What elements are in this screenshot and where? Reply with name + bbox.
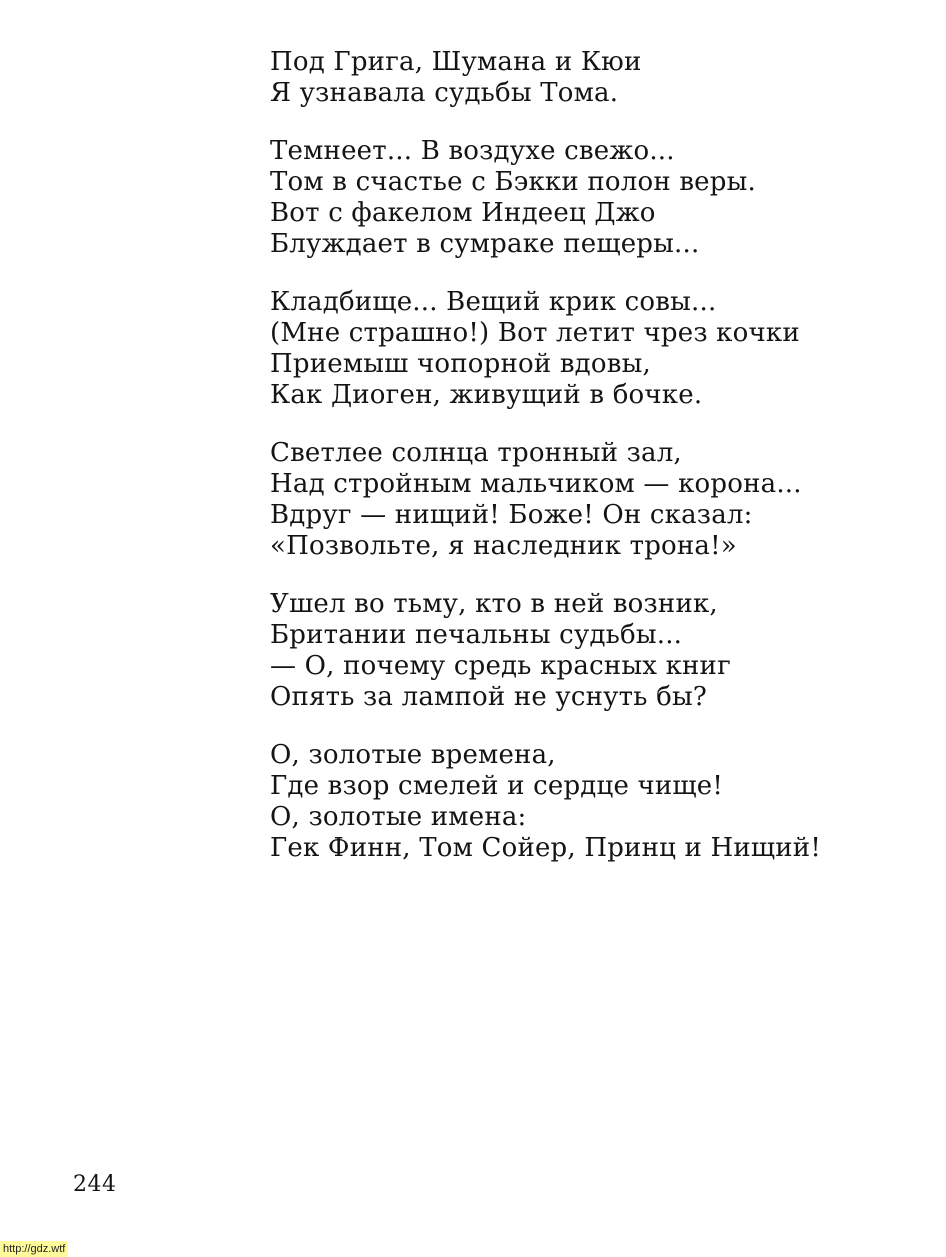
page-number: 244 <box>73 1172 117 1197</box>
stanza-1 <box>270 47 910 109</box>
poem-line: — О, почему средь красных книг <box>270 651 731 681</box>
poem-line: Светлее солнца тронный зал, <box>270 438 682 468</box>
poem-line: (Мне страшно!) Вот летит чрез кочки <box>270 318 800 348</box>
stanza-4 <box>270 438 910 562</box>
poem-line: Я узнавала судьбы Тома. <box>270 78 619 108</box>
stanza-2 <box>270 136 910 260</box>
stanza-3 <box>270 287 910 411</box>
watermark-link[interactable]: http://gdz.wtf <box>0 1241 68 1257</box>
poem-line: Над стройным мальчиком — корона... <box>270 469 802 499</box>
stanza-6 <box>270 740 910 864</box>
poem-line: О, золотые времена, <box>270 740 556 770</box>
poem-line: Опять за лампой не уснуть бы? <box>270 682 707 712</box>
poem-line: Вот с факелом Индеец Джо <box>270 198 656 228</box>
poem-line: Гек Финн, Том Сойер, Принц и Нищий! <box>270 833 821 863</box>
poem-line: Приемыш чопорной вдовы, <box>270 349 651 379</box>
poem-line: Ушел во тьму, кто в ней возник, <box>270 589 718 619</box>
poem-line: Под Грига, Шумана и Кюи <box>270 47 642 77</box>
poem-line: «Позвольте, я наследник трона!» <box>270 531 737 561</box>
poem-line: Том в счастье с Бэкки полон веры. <box>270 167 756 197</box>
poem-line: Британии печальны судьбы... <box>270 620 683 650</box>
poem-line: Блуждает в сумраке пещеры... <box>270 229 700 259</box>
poem-line: Кладбище... Вещий крик совы... <box>270 287 717 317</box>
poem-line: Как Диоген, живущий в бочке. <box>270 380 703 410</box>
poem-line: О, золотые имена: <box>270 802 527 832</box>
poem <box>270 47 910 891</box>
poem-line: Темнеет... В воздухе свежо... <box>270 136 675 166</box>
poem-line: Где взор смелей и сердце чище! <box>270 771 724 801</box>
poem-line: Вдруг — нищий! Боже! Он сказал: <box>270 500 753 530</box>
stanza-5 <box>270 589 910 713</box>
